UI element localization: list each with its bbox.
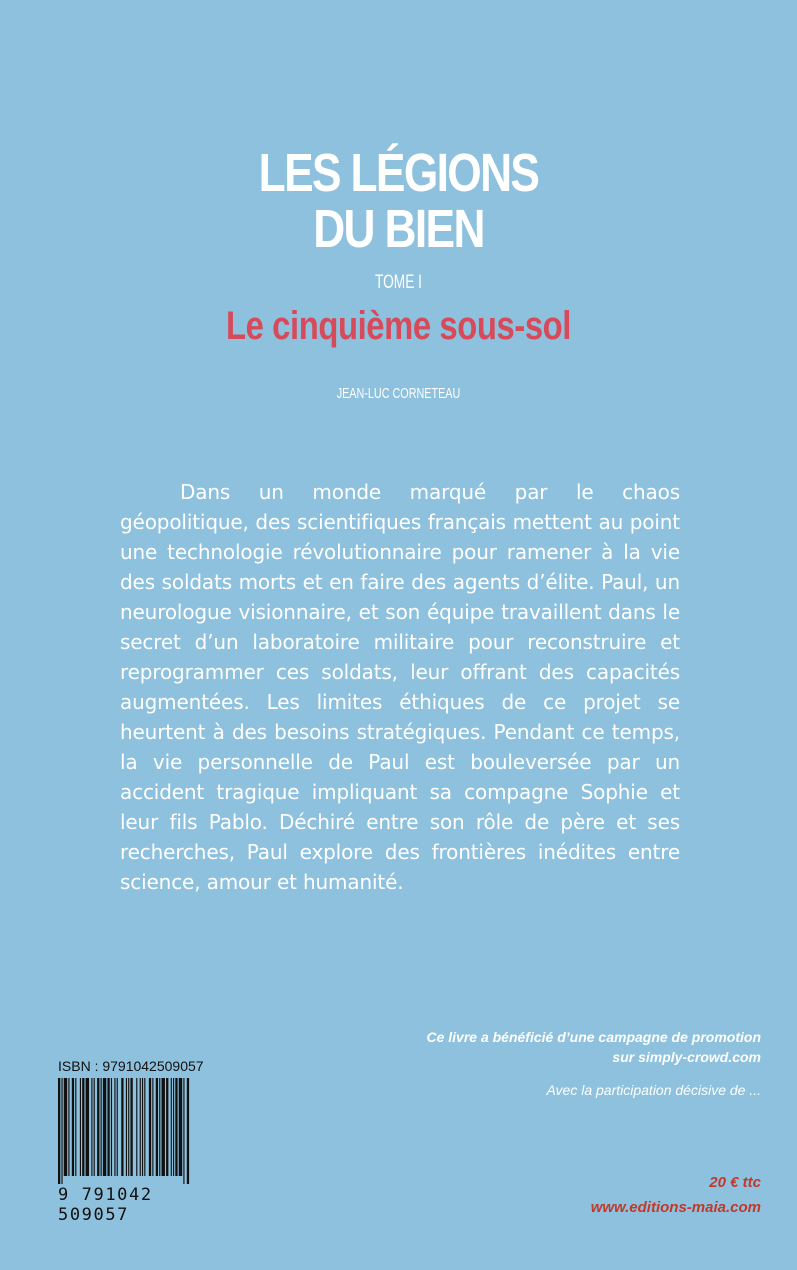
barcode-bar xyxy=(94,1078,95,1176)
barcode-bar xyxy=(144,1078,145,1176)
barcode-bar xyxy=(101,1078,102,1176)
promo-note xyxy=(426,1027,761,1067)
barcode-bar xyxy=(61,1078,62,1184)
barcode-graphic xyxy=(52,1078,224,1186)
tome-label: TOME I xyxy=(375,272,422,293)
barcode-bar xyxy=(103,1078,106,1176)
isbn-label: ISBN : 9791042509057 xyxy=(58,1058,204,1074)
barcode-bar xyxy=(80,1078,81,1176)
price: 20 € ttc xyxy=(709,1174,761,1191)
barcode-bar xyxy=(72,1078,74,1176)
barcode-bar xyxy=(136,1078,137,1176)
promo-line-2: sur simply-crowd.com xyxy=(612,1049,761,1065)
barcode-bar xyxy=(107,1078,109,1176)
barcode-bar xyxy=(171,1078,172,1176)
barcode-bar xyxy=(173,1078,174,1176)
barcode-bar xyxy=(111,1078,112,1176)
author-name: JEAN-LUC CORNETEAU xyxy=(336,385,461,402)
barcode-bar xyxy=(175,1078,177,1176)
barcode-bar xyxy=(183,1078,184,1184)
barcode-bar xyxy=(166,1078,168,1176)
barcode-bar xyxy=(82,1078,84,1176)
barcode-bar xyxy=(149,1078,151,1176)
publisher-website[interactable]: www.editions-maia.com xyxy=(590,1199,761,1216)
barcode-bar xyxy=(179,1078,182,1176)
barcode-bar xyxy=(64,1078,67,1176)
barcode-bar xyxy=(156,1078,158,1176)
barcode-bar xyxy=(128,1078,129,1176)
subtitle: Le cinquième sous-sol xyxy=(226,304,571,348)
title-line-2: DU BIEN xyxy=(313,199,484,259)
barcode-bar xyxy=(97,1078,99,1176)
barcode-bar xyxy=(114,1078,115,1176)
barcode-bar xyxy=(126,1078,127,1176)
back-cover-blurb: Dans un monde marqué par le chaos géopolitique, des scientifiques français mettent au point une technologie révolutionnaire pour ramener à la vie des soldats morts et en faire des agents d’élite. Paul, un neurologue visionnaire, et son équipe travaillent dans le secret d’un laboratoire militaire pour reconstruire et reprogrammer ces soldats, leur offrant des capacités augmentées. Les limites éthiques de ce projet se heurtent à des besoins stratégiques. Pendant ce temps, la vie personnelle de Paul est bouleversée par un accident tragique impliquant sa compagne Sophie et leur fils Pablo. Déchiré entre son rôle de père et ses recherches, Paul explore des frontières inédites entre science, amour et humanité. xyxy=(120,480,680,894)
participation-note: Avec la participation décisive de ... xyxy=(546,1082,761,1098)
barcode-bar xyxy=(159,1078,160,1176)
title-line-1: LES LÉGIONS xyxy=(258,143,539,203)
barcode-bar xyxy=(142,1078,143,1176)
barcode-bar xyxy=(86,1078,89,1176)
barcode-bar xyxy=(58,1078,60,1184)
barcode-bar xyxy=(152,1078,153,1176)
barcode-bar xyxy=(121,1078,123,1176)
barcode-bar xyxy=(91,1078,92,1176)
barcode-bar xyxy=(187,1078,189,1184)
barcode xyxy=(52,1078,224,1225)
barcode-digits: 9 791042 509057 xyxy=(58,1185,153,1225)
barcode-bar xyxy=(140,1078,141,1176)
barcode-bar xyxy=(130,1078,132,1176)
barcode-bar xyxy=(68,1078,69,1176)
barcode-bar xyxy=(162,1078,165,1176)
barcode-bar xyxy=(117,1078,118,1176)
barcode-bar xyxy=(75,1078,76,1176)
promo-line-1: Ce livre a bénéficié d’une campagne de promotion xyxy=(426,1029,761,1045)
